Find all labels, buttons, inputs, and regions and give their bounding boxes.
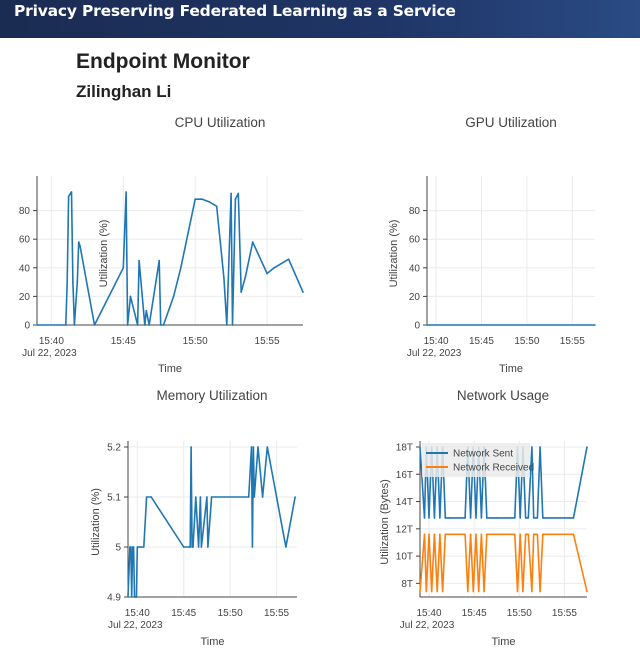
page-title: Endpoint Monitor <box>76 50 250 73</box>
data-point <box>542 533 544 535</box>
data-point <box>195 496 197 498</box>
y-tick-label: 80 <box>18 206 30 218</box>
data-point <box>226 324 228 326</box>
data-point <box>257 446 259 448</box>
data-point <box>448 533 450 535</box>
data-point <box>146 496 148 498</box>
data-point <box>248 496 250 498</box>
x-tick-label: 15:50 <box>514 336 540 347</box>
data-point <box>539 591 541 593</box>
y-axis-label: Utilization (Bytes) <box>379 479 391 565</box>
y-tick-label: 0 <box>24 320 30 332</box>
data-point <box>486 533 488 535</box>
data-point <box>514 517 516 519</box>
data-point <box>481 533 483 535</box>
data-point <box>198 546 200 548</box>
data-point <box>528 533 530 535</box>
data-point <box>517 591 519 593</box>
data-point <box>448 517 450 519</box>
legend-label: Network Sent <box>453 448 514 460</box>
x-tick-label: 15:55 <box>254 336 280 347</box>
data-point <box>240 291 242 293</box>
data-point <box>253 446 255 448</box>
data-point <box>519 533 521 535</box>
data-point <box>419 446 421 448</box>
data-point <box>434 533 436 535</box>
x-axis-label: Time <box>200 636 225 648</box>
data-point <box>72 281 74 283</box>
y-tick-label: 40 <box>408 263 420 275</box>
data-point <box>201 546 203 548</box>
data-point <box>428 517 430 519</box>
data-point <box>66 281 68 283</box>
data-point <box>65 324 67 326</box>
y-tick-label: 0 <box>414 320 420 332</box>
user-name: Zilinghan Li <box>76 82 172 101</box>
data-point <box>483 591 485 593</box>
data-point <box>209 201 211 203</box>
y-axis-label: Utilization (%) <box>98 219 110 288</box>
data-point <box>426 324 428 326</box>
data-point <box>127 596 129 598</box>
network-usage-chart <box>378 380 606 648</box>
y-axis-label: Utilization (%) <box>90 488 102 556</box>
data-point <box>288 258 290 260</box>
y-tick-label: 12T <box>395 524 413 536</box>
y-tick-label: 5.1 <box>107 492 121 504</box>
data-point <box>130 296 132 298</box>
x-axis-label: Time <box>498 363 524 375</box>
y-tick-label: 8T <box>401 578 413 590</box>
data-point <box>464 533 466 535</box>
data-point <box>436 591 438 593</box>
data-point <box>200 496 202 498</box>
data-point <box>190 446 192 448</box>
data-point <box>133 546 135 548</box>
data-point <box>68 196 70 198</box>
data-point <box>546 533 548 535</box>
data-point <box>472 591 474 593</box>
data-point <box>266 273 268 275</box>
data-point <box>216 206 218 208</box>
data-point <box>140 546 142 548</box>
x-tick-label: 15:40 <box>38 336 64 347</box>
data-point <box>36 324 38 326</box>
data-point <box>125 191 127 193</box>
data-point <box>136 546 138 548</box>
series-line-memory <box>128 447 295 597</box>
y-tick-label: 60 <box>18 234 30 246</box>
data-point <box>444 533 446 535</box>
data-point <box>542 517 544 519</box>
data-point <box>431 591 433 593</box>
data-point <box>273 267 275 269</box>
data-point <box>546 517 548 519</box>
data-point <box>533 517 535 519</box>
data-point <box>439 517 441 519</box>
data-point <box>486 517 488 519</box>
data-point <box>79 246 81 248</box>
x-tick-label: 15:55 <box>264 608 290 619</box>
data-point <box>78 241 80 243</box>
data-point <box>143 546 145 548</box>
data-point <box>525 517 527 519</box>
data-point <box>594 324 596 326</box>
data-point <box>514 533 516 535</box>
data-point <box>419 591 421 593</box>
data-point <box>442 591 444 593</box>
chart-title: GPU Utilization <box>465 115 557 130</box>
data-point <box>251 446 253 448</box>
y-tick-label: 5 <box>115 542 121 554</box>
data-point <box>252 241 254 243</box>
data-point <box>496 517 498 519</box>
data-point <box>253 496 255 498</box>
y-tick-label: 18T <box>395 442 413 454</box>
data-point <box>586 446 588 448</box>
x-tick-label: 15:40 <box>423 336 449 347</box>
data-point <box>207 546 209 548</box>
data-point <box>206 496 208 498</box>
data-point <box>136 596 138 598</box>
data-point <box>188 546 190 548</box>
banner-title: Privacy Preserving Federated Learning as a Service <box>14 2 456 20</box>
data-point <box>573 533 575 535</box>
x-tick-label: 15:45 <box>468 336 495 347</box>
data-point <box>183 546 185 548</box>
data-point <box>202 198 204 200</box>
data-point <box>426 591 428 593</box>
data-point <box>131 596 133 598</box>
data-point <box>444 517 446 519</box>
data-point <box>522 591 524 593</box>
data-point <box>533 533 535 535</box>
data-point <box>127 324 129 326</box>
data-point <box>189 546 191 548</box>
data-point <box>145 310 147 312</box>
y-tick-label: 20 <box>18 291 30 303</box>
x-tick-label: 15:50 <box>217 608 243 619</box>
data-point <box>158 260 160 262</box>
x-date-label: Jul 22, 2023 <box>108 620 163 631</box>
data-point <box>137 324 139 326</box>
data-point <box>481 517 483 519</box>
data-point <box>262 496 264 498</box>
data-point <box>163 324 165 326</box>
data-point <box>144 324 146 326</box>
data-point <box>475 517 477 519</box>
x-tick-label: 15:50 <box>182 336 208 347</box>
data-point <box>539 446 541 448</box>
data-point <box>537 517 539 519</box>
series-line-cpu <box>37 192 303 325</box>
data-point <box>586 591 588 593</box>
data-point <box>235 198 237 200</box>
y-tick-label: 4.9 <box>107 592 121 604</box>
x-tick-label: 15:55 <box>551 608 577 619</box>
chart-title: Memory Utilization <box>156 388 268 403</box>
data-point <box>245 276 247 278</box>
y-tick-label: 10T <box>395 551 413 563</box>
data-point <box>531 446 533 448</box>
data-point <box>232 324 234 326</box>
data-point <box>424 533 426 535</box>
data-point <box>475 533 477 535</box>
data-point <box>230 193 232 195</box>
y-tick-label: 80 <box>408 206 420 218</box>
data-point <box>192 546 194 548</box>
data-point <box>122 267 124 269</box>
data-point <box>491 533 493 535</box>
data-point <box>150 496 152 498</box>
y-tick-label: 16T <box>395 469 413 481</box>
x-tick-label: 15:40 <box>416 608 442 619</box>
data-point <box>180 267 182 269</box>
data-point <box>173 296 175 298</box>
data-point <box>519 517 521 519</box>
x-tick-label: 15:50 <box>506 608 532 619</box>
data-point <box>194 198 196 200</box>
data-point <box>94 324 96 326</box>
data-point <box>573 517 575 519</box>
data-point <box>71 191 73 193</box>
data-point <box>148 324 150 326</box>
x-tick-label: 15:45 <box>110 336 136 347</box>
y-tick-label: 14T <box>395 497 413 509</box>
data-point <box>138 260 140 262</box>
data-point <box>266 446 268 448</box>
data-point <box>496 533 498 535</box>
data-point <box>252 546 254 548</box>
data-point <box>439 533 441 535</box>
x-tick-label: 15:40 <box>124 608 150 619</box>
data-point <box>537 533 539 535</box>
x-date-label: Jul 22, 2023 <box>22 348 77 359</box>
data-point <box>531 591 533 593</box>
data-point <box>428 533 430 535</box>
data-point <box>424 517 426 519</box>
x-axis-label: Time <box>157 363 183 375</box>
data-point <box>280 521 282 523</box>
legend-label: Network Received <box>453 462 535 474</box>
y-tick-label: 60 <box>408 234 420 246</box>
data-point <box>211 496 213 498</box>
data-point <box>294 496 296 498</box>
data-point <box>276 496 278 498</box>
data-point <box>302 291 304 293</box>
data-point <box>138 546 140 548</box>
y-tick-label: 40 <box>18 263 30 275</box>
data-point <box>491 517 493 519</box>
chart-title: Network Usage <box>456 388 550 403</box>
x-axis-label: Time <box>491 636 516 648</box>
data-point <box>470 517 472 519</box>
y-tick-label: 5.2 <box>107 442 121 454</box>
data-point <box>237 193 239 195</box>
y-axis-label: Utilization (%) <box>388 219 400 288</box>
x-tick-label: 15:45 <box>461 608 487 619</box>
data-point <box>528 517 530 519</box>
data-point <box>76 281 78 283</box>
data-point <box>478 591 480 593</box>
gpu-utilization-chart <box>386 108 606 378</box>
x-tick-label: 15:55 <box>559 336 585 347</box>
x-tick-label: 15:45 <box>171 608 197 619</box>
memory-utilization-chart <box>88 380 314 648</box>
header-banner <box>0 0 640 38</box>
data-point <box>285 546 287 548</box>
data-point <box>74 324 76 326</box>
data-point <box>525 533 527 535</box>
x-date-label: Jul 22, 2023 <box>399 620 455 631</box>
data-point <box>223 277 225 279</box>
data-point <box>160 324 162 326</box>
x-date-label: Jul 22, 2023 <box>406 348 462 359</box>
chart-title: CPU Utilization <box>174 115 266 130</box>
data-point <box>434 517 436 519</box>
data-point <box>467 591 469 593</box>
data-point <box>130 546 132 548</box>
data-point <box>470 533 472 535</box>
y-tick-label: 20 <box>408 291 420 303</box>
data-point <box>464 517 466 519</box>
cpu-utilization-chart <box>18 108 320 378</box>
